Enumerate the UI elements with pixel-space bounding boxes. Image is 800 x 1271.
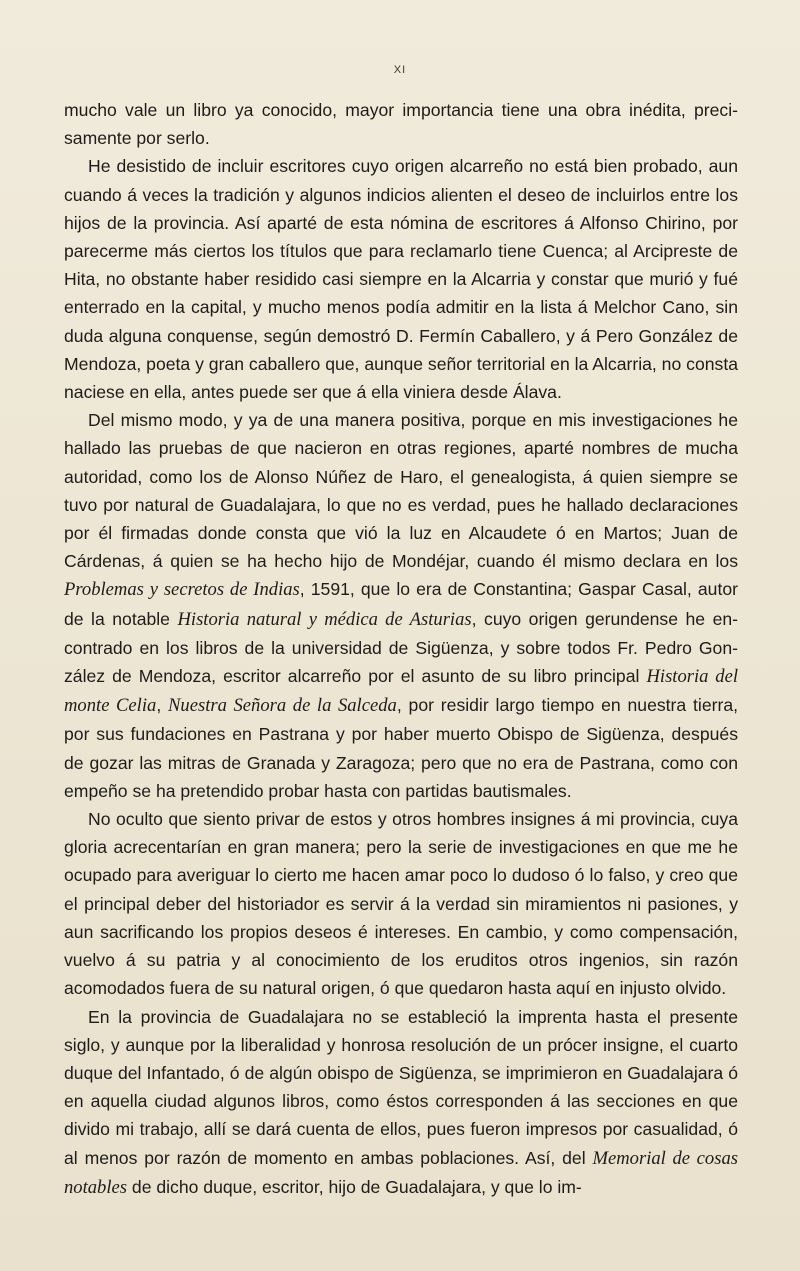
text-segment: , 1591, que lo era de Constantina; Gaspar Casal, autor de la notable bbox=[64, 579, 738, 629]
paragraph bbox=[64, 805, 738, 1002]
paragraph bbox=[64, 406, 738, 805]
book-title-text: Problemas y secretos de Indias bbox=[64, 579, 300, 601]
text-segment: No oculto que siento privar de estos y otros hombres insignes á mi provincia, cuya gloria acrecentarían en gran manera; pero la serie de investigaciones en que me he ocupado para averiguar lo cierto me hacen amar poco lo dudoso ó lo falso, y creo que el principal deber del historiador es servir á la verdad sin miramientos ni pasiones, y aun sacrificando los propios deseos é intereses. En cambio, y como compensación, vuelvo á su patria y al conocimiento de los eruditos otros ingenios, sin razón acomodados fuera de su natural origen, ó que quedaron hasta aquí en injusto olvido. bbox=[64, 809, 738, 999]
text-segment: , bbox=[156, 695, 169, 716]
text-segment: mucho vale un libro ya conocido, mayor importancia tiene una obra inédita, precisamente por serlo. bbox=[64, 100, 738, 149]
text-segment: En la provincia de Guadalajara no se estableció la imprenta hasta el presente siglo, y aunque por la liberalidad y honrosa resolución de un prócer insigne, el cuarto duque del Infantado, ó de algún obispo de Sigüenza, se imprimieron en Guadalajara ó en aquella ciudad algunos libros, como éstos corresponden á las secciones en que divido mi trabajo, allí se dará cuenta de ellos, pues fueron impresos por casualidad, ó al menos por razón de momento en ambas poblaciones. Así, del bbox=[64, 1006, 738, 1168]
paragraph bbox=[64, 96, 738, 152]
book-title-text: Historia natural y médica de Asturias bbox=[177, 608, 472, 630]
book-title-text: Historia del monte Celia bbox=[64, 666, 738, 717]
text-segment: Del mismo modo, y ya de una manera positiva, porque en mis investigaciones he hallado las pruebas de que nacieron en otras regiones, aparté nombres de mucha autoridad, como los de Alonso Núñez de Haro, el genealogista, á quien siempre se tuvo por natural de Guadalajara, lo que no es verdad, pues he hallado declaraciones por él firmadas donde consta que vió la luz en Alcaudete ó en Martos; Juan de Cárdenas, á quien se ha hecho hijo de Mondéjar, cuando él mismo declara en los bbox=[64, 410, 738, 572]
paragraph bbox=[64, 152, 738, 406]
body-text bbox=[64, 96, 738, 1202]
text-segment: , por residir largo tiempo en nuestra tierra, por sus fundaciones en Pastrana y por haber muerto Obispo de Sigüenza, después de gozar las mitras de Granada y Zaragoza; pero que no era de Pastrana, como con empeño se ha pretendido probar hasta con partidas bautismales. bbox=[64, 695, 738, 801]
text-segment: , cuyo origen gerundense he encontrado en los libros de la universidad de Sigüenza, y sobre todos Fr. Pedro González de Mendoza, escritor alcarreño por el asunto de su libro principal bbox=[64, 608, 738, 687]
book-title-text: Nuestra Señora de la Salceda bbox=[168, 695, 397, 717]
text-segment: de dicho duque, escritor, hijo de Guadalajara, y que lo im- bbox=[127, 1176, 582, 1197]
paragraph bbox=[64, 1003, 738, 1202]
book-title-text: Memorial de cosas notables bbox=[64, 1147, 738, 1198]
text-segment: He desistido de incluir escritores cuyo origen alcarreño no está bien probado, aun cuando á veces la tradición y algunos indicios alienten el deseo de incluirlos entre los hijos de la provincia. Así aparté de esta nómina de escritores á Alfonso Chirino, por parecerme más ciertos los títulos que para reclamarlo tiene Cuenca; al Arcipreste de Hita, no obstante haber residido casi siempre en la Alcarria y constar que murió y fué enterrado en la capital, y mucho menos podía admitir en la lista á Melchor Cano, sin duda alguna conquense, según demostró D. Fermín Caballero, y á Pero González de Mendoza, poeta y gran caballero que, aunque señor territorial en la Alcarria, no consta naciese en ella, antes puede ser que á ella viniera desde Álava. bbox=[64, 156, 738, 403]
page-number: XI bbox=[393, 64, 407, 76]
